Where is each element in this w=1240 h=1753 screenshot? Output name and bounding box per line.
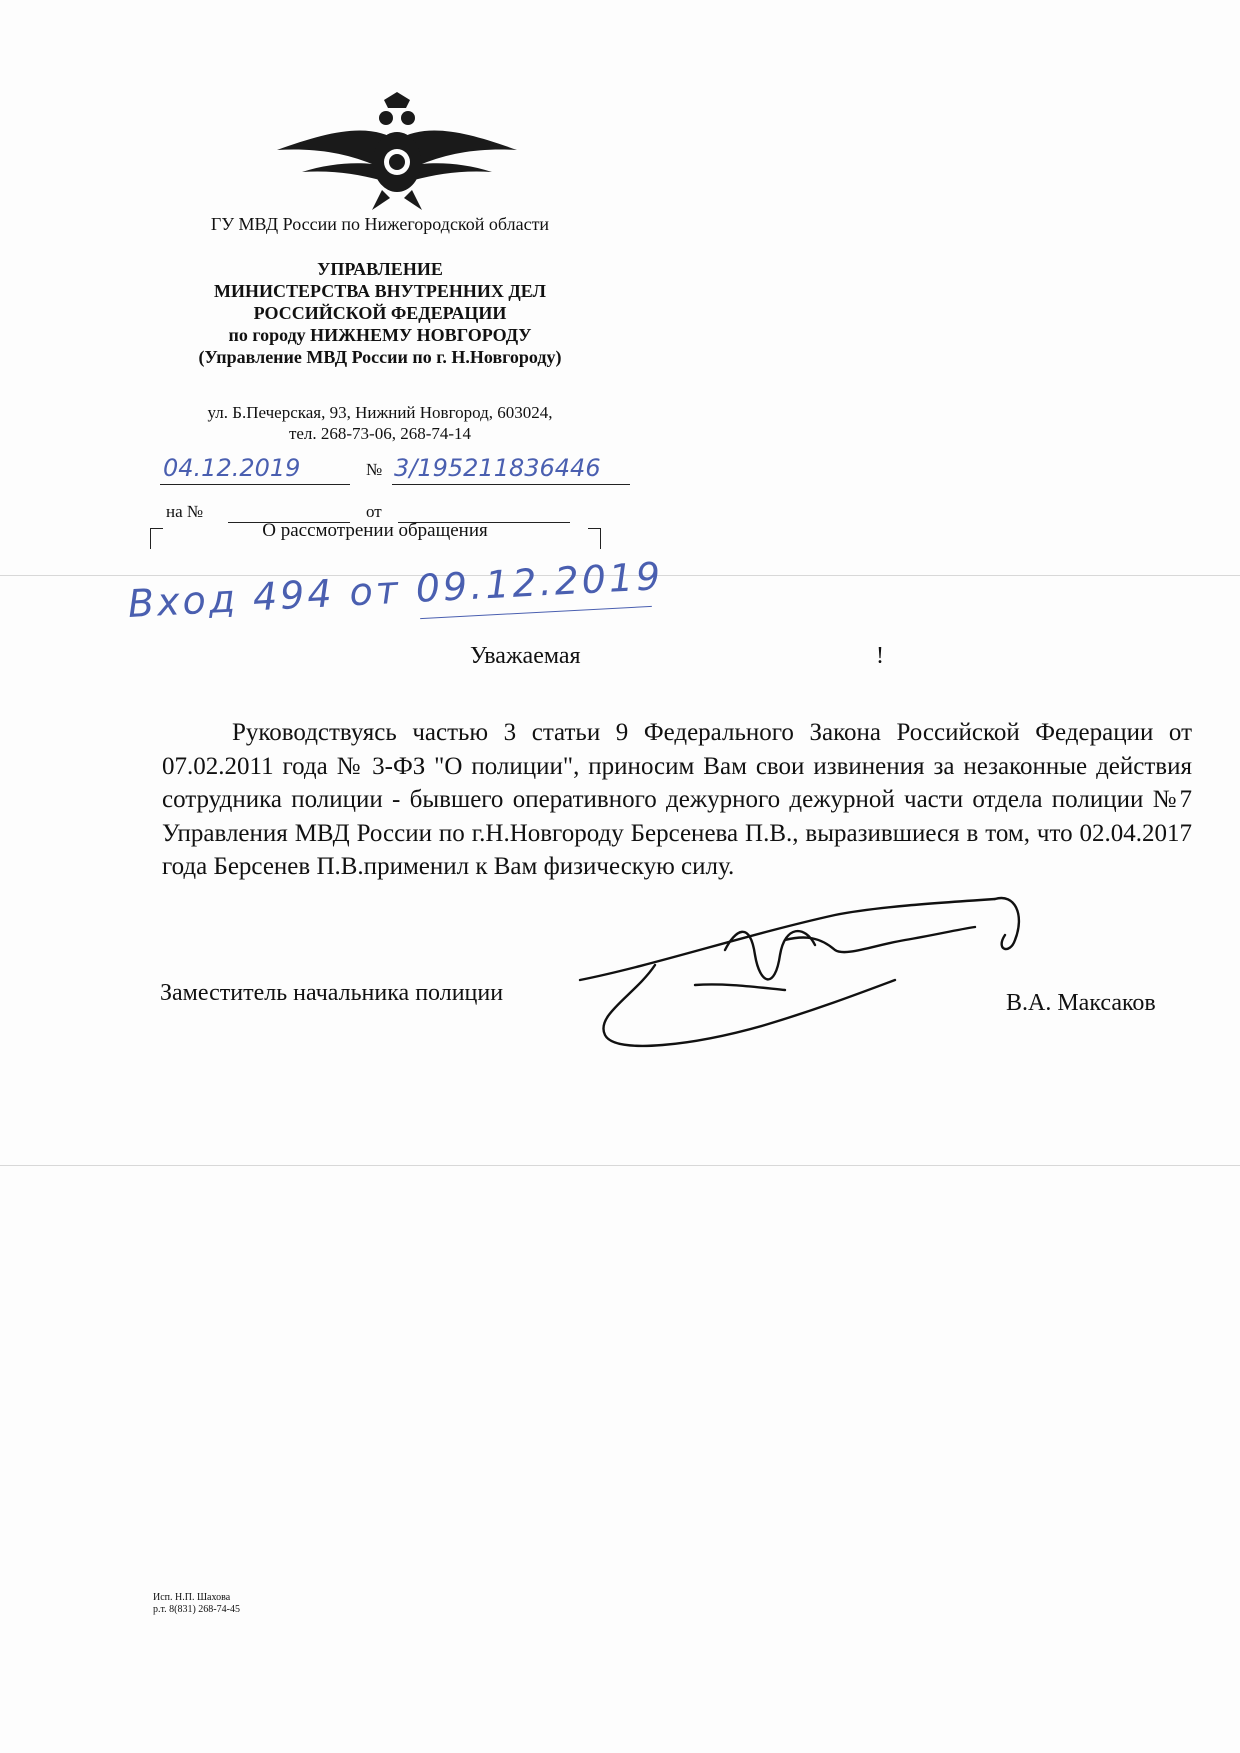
ministry-line: ГУ МВД России по Нижегородской области <box>210 214 550 234</box>
outgoing-date: 04.12.2019 <box>163 454 301 482</box>
signatory-title: Заместитель начальника полиции <box>160 980 504 1006</box>
address-line: ул. Б.Печерская, 93, Нижний Новгород, 603024, <box>207 403 553 422</box>
number-underline <box>392 484 630 485</box>
dept-line: по городу НИЖНЕМУ НОВГОРОДУ <box>228 325 532 345</box>
department-block <box>150 258 610 368</box>
executor-block <box>153 1592 240 1616</box>
greeting: Уважаемая <box>470 643 581 669</box>
fold-line <box>0 1165 1240 1166</box>
eagle-emblem-icon <box>272 92 522 212</box>
subject-line: О рассмотрении обращения <box>262 520 488 541</box>
reply-to-label: на № <box>166 502 204 521</box>
number-label: № <box>366 460 383 479</box>
signatory-name: В.А. Максаков <box>1006 990 1156 1016</box>
letter-body: Руководствуясь частью 3 статьи 9 Федерального Закона Российской Федерации от 07.02.2011 года № 3-ФЗ "О полиции", приносим Вам свои извинения за незаконные действия сотрудника полиции - бывшего оперативного дежурного дежурной части отдела полиции №7 Управления МВД России по г.Н.Новгороду Берсенева П.В., выразившиеся в том, что 02.04.2017 года Берсенев П.В.применил к Вам физическую силу. <box>162 719 1192 880</box>
incoming-handwritten-stamp: Вход 494 от 09.12.2019 <box>126 553 665 626</box>
phone-line: тел. 268-73-06, 268-74-14 <box>288 424 472 443</box>
date-underline <box>160 484 350 485</box>
outgoing-number: 3/195211836446 <box>394 454 601 482</box>
dept-line: МИНИСТЕРСТВА ВНУТРЕННИХ ДЕЛ <box>214 281 546 301</box>
from-label: от <box>366 502 382 521</box>
executor-name: Исп. Н.П. Шахова <box>153 1592 231 1603</box>
handwritten-signature <box>575 895 1045 1070</box>
greeting-exclamation: ! <box>876 643 884 669</box>
dept-line: УПРАВЛЕНИЕ <box>317 259 443 279</box>
dept-line: (Управление МВД России по г. Н.Новгороду) <box>198 347 562 367</box>
executor-phone: р.т. 8(831) 268-74-45 <box>153 1604 240 1615</box>
dept-line: РОССИЙСКОЙ ФЕДЕРАЦИИ <box>253 303 507 323</box>
address-block <box>150 402 610 444</box>
